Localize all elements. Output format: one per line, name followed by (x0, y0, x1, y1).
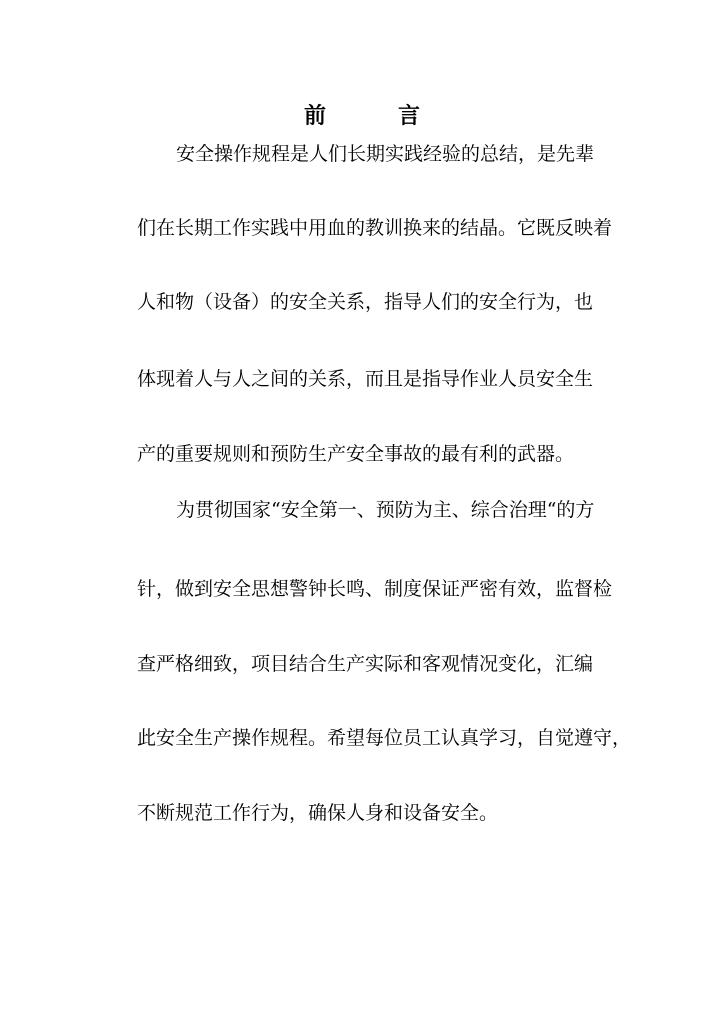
paragraph-2-line-5: 不断规范工作行为，确保人身和设备安全。 (137, 802, 499, 824)
paragraph-1-line-4: 体现着人与人之间的关系，而且是指导作业人员安全生 (137, 368, 594, 390)
paragraph-1-line-3: 人和物（设备）的安全关系，指导人们的安全行为，也 (137, 291, 594, 313)
paragraph-1-line-1: 安全操作规程是人们长期实践经验的总结，是先辈 (176, 143, 595, 165)
paragraph-2-line-2: 针，做到安全思想警钟长鸣、制度保证严密有效，监督检 (137, 578, 613, 600)
paragraph-1-line-5: 产的重要规则和预防生产安全事故的最有利的武器。 (137, 443, 575, 465)
title-char-2: 言 (398, 102, 421, 129)
page-title (0, 96, 724, 132)
paragraph-2-line-3: 查严格细致，项目结合生产实际和客观情况变化，汇编 (137, 653, 594, 675)
paragraph-2-line-1: 为贯彻国家“安全第一、预防为主、综合治理“的方 (176, 499, 595, 521)
title-char-1: 前 (303, 102, 326, 129)
paragraph-1-line-2: 们在长期工作实践中用血的教训换来的结晶。它既反映着 (137, 217, 613, 239)
paragraph-2-line-4: 此安全生产操作规程。希望每位员工认真学习，自觉遵守， (137, 727, 632, 749)
